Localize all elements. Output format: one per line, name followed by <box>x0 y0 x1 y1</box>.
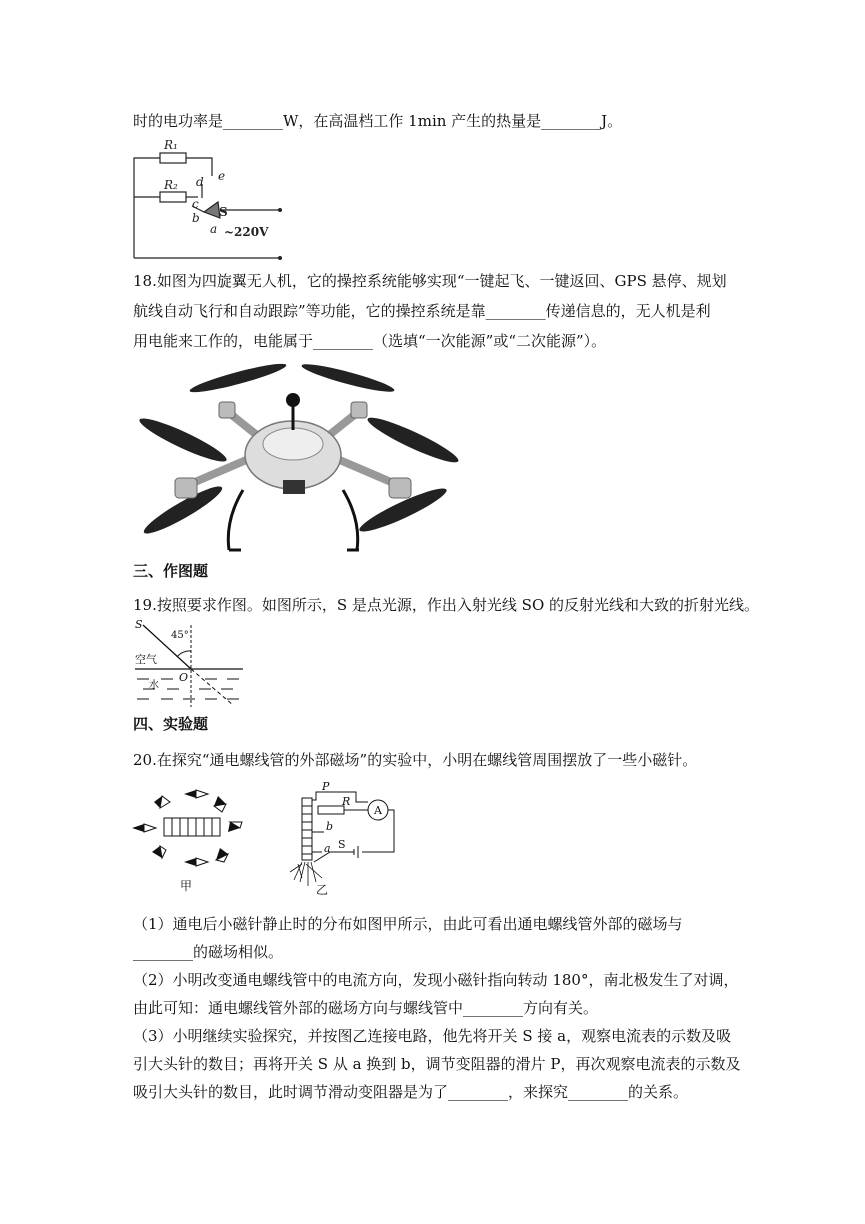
water-label: 水 <box>149 680 159 691</box>
q20-part3-line-3: 吸引大头针的数目，此时调节滑动变阻器是为了________，来探究________的关系。 <box>133 1083 689 1101</box>
section-4-heading: 四、实验题 <box>133 715 209 733</box>
figure-jia-label: 甲 <box>180 879 193 893</box>
r-label: R <box>342 795 351 808</box>
q19-text: 19.按照要求作图。如图所示，S 是点光源，作出入射光线 SO 的反射光线和大致的折射光线。 <box>133 596 760 614</box>
q20-text: 20.在探究“通电螺线管的外部磁场”的实验中，小明在螺线管周围摆放了一些小磁针。 <box>133 751 698 769</box>
quadcopter-drone-image <box>133 360 463 552</box>
point-o-label: O <box>179 671 189 684</box>
q20-part1-line-1: （1）通电后小磁针静止时的分布如图甲所示，由此可看出通电螺线管外部的磁场与 <box>133 915 683 933</box>
q20-part1-line-2: ________的磁场相似。 <box>133 943 284 961</box>
angle-label: 45° <box>171 630 189 641</box>
q18-line-1: 18.如图为四旋翼无人机，它的操控系统能够实现“一键起飞、一键返回、GPS 悬停、规划 <box>133 272 727 290</box>
q20-part3-line-1: （3）小明继续实验探究，并按图乙连接电路，他先将开关 S 接 a，观察电流表的示数及吸 <box>133 1027 732 1045</box>
solenoid-compass-diagram <box>130 782 400 900</box>
b-label: b <box>326 820 334 833</box>
q20-part2-line-1: （2）小明改变通电螺线管中的电流方向，发现小磁针指向转动 180°，南北极发生了对调， <box>133 971 739 989</box>
p-label: P <box>322 782 330 793</box>
q20-part3-line-2: 引大头针的数目；再将开关 S 从 a 换到 b，调节变阻器的滑片 P，再次观察电流表的示数及 <box>133 1055 741 1073</box>
a-label: a <box>210 222 218 236</box>
s-label: S <box>338 838 346 851</box>
light-refraction-diagram <box>133 617 245 709</box>
figure-yi-label: 乙 <box>316 883 329 897</box>
b-label: b <box>192 211 200 225</box>
ammeter-label: A <box>374 804 382 817</box>
r1-label: R₁ <box>164 138 178 152</box>
r2-label: R₂ <box>164 178 178 192</box>
q18-line-3: 用电能来工作的，电能属于________（选填“一次能源”或“二次能源”）。 <box>133 332 607 350</box>
e-label: e <box>218 169 226 183</box>
c-label: c <box>192 197 199 211</box>
source-s-label: S <box>135 618 143 631</box>
circuit-diagram <box>130 136 300 262</box>
s-label: S <box>219 205 228 219</box>
q18-line-2: 航线自动飞行和自动跟踪”等功能，它的操控系统是靠________传递信息的，无人机是利 <box>133 302 711 320</box>
q17-tail-text: 时的电功率是________W，在高温档工作 1min 产生的热量是________J。 <box>133 112 623 130</box>
q20-part2-line-2: 由此可知：通电螺线管外部的磁场方向与螺线管中________方向有关。 <box>133 999 599 1017</box>
d-label: d <box>196 175 204 189</box>
section-3-heading: 三、作图题 <box>133 562 209 580</box>
air-label: 空气 <box>135 653 157 666</box>
voltage-label: ~220V <box>224 225 269 239</box>
a-label: a <box>324 842 331 855</box>
